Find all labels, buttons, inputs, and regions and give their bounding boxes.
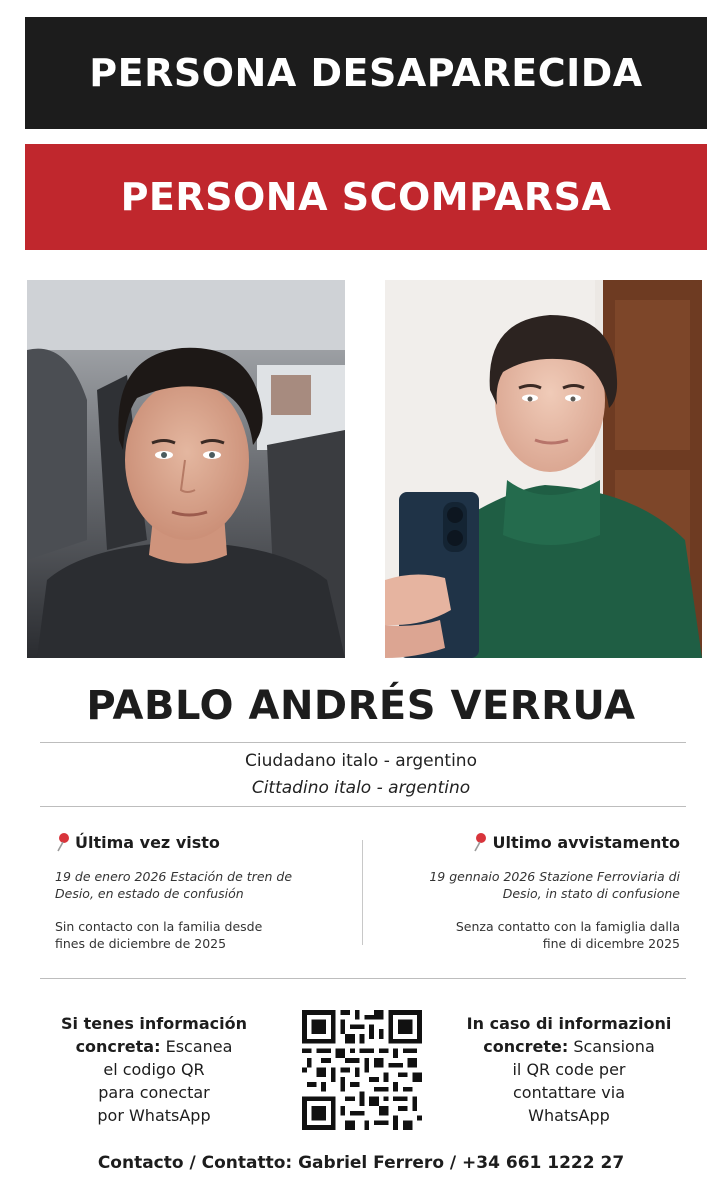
- info-it-line5: WhatsApp: [528, 1106, 610, 1125]
- last-seen-heading-es-text: Última vez visto: [75, 832, 220, 852]
- info-es-line4: para conectar: [98, 1083, 210, 1102]
- divider-middle: [40, 806, 686, 807]
- photo-car-selfie: [27, 280, 345, 658]
- last-seen-detail-it-line2: Desio, in stato di confusione: [502, 886, 680, 901]
- banner-spanish: [25, 17, 707, 129]
- family-contact-es-line1: Sin contacto con la familia desde: [55, 919, 263, 934]
- contact-line: Contacto / Contatto: Gabriel Ferrero / +34 661 1222 27: [97, 1153, 625, 1173]
- banner-italian: [25, 144, 707, 250]
- last-seen-heading-es: [55, 832, 220, 852]
- last-seen-heading-it-text: Ultimo avvistamento: [492, 832, 680, 852]
- info-es-bold-line2: concreta:: [75, 1037, 161, 1056]
- banner-spanish-text: PERSONA DESAPARECIDA: [89, 51, 643, 95]
- last-seen-detail-it: [380, 868, 680, 902]
- family-contact-it-line1: Senza contatto con la famiglia dalla: [455, 919, 680, 934]
- map-pin-icon: [472, 832, 488, 852]
- info-instructions-it: [464, 1012, 674, 1127]
- family-contact-it-line2: fine di dicembre 2025: [542, 936, 680, 951]
- info-es-bold-line1: Si tenes información: [61, 1014, 247, 1033]
- info-it-line3: il QR code per: [512, 1060, 626, 1079]
- map-pin-icon: [55, 832, 71, 852]
- photo-mirror-selfie-image: [385, 280, 702, 658]
- divider-top: [40, 742, 686, 743]
- last-seen-detail-es: [55, 868, 345, 902]
- banner-italian-text: PERSONA SCOMPARSA: [120, 175, 612, 219]
- info-it-bold-line2: concrete:: [483, 1037, 569, 1056]
- column-divider: [362, 840, 363, 945]
- photo-mirror-selfie: [385, 280, 702, 658]
- info-it-rest-line2: Scansiona: [568, 1037, 655, 1056]
- citizenship-spanish: Ciudadano italo - argentino: [245, 751, 477, 771]
- photo-car-selfie-image: [27, 280, 345, 658]
- qr-code[interactable]: [302, 1010, 422, 1130]
- last-seen-detail-es-line2: Desio, en estado de confusión: [55, 886, 244, 901]
- family-contact-it: [380, 918, 680, 952]
- last-seen-heading-it: [472, 832, 680, 852]
- divider-bottom: [40, 978, 686, 979]
- family-contact-es-line2: fines de diciembre de 2025: [55, 936, 227, 951]
- last-seen-detail-it-line1: 19 gennaio 2026 Stazione Ferroviaria di: [429, 869, 680, 884]
- person-name: PABLO ANDRÉS VERRUA: [86, 683, 636, 729]
- info-es-line5: por WhatsApp: [97, 1106, 211, 1125]
- family-contact-es: [55, 918, 345, 952]
- info-es-rest-line2: Escanea: [160, 1037, 233, 1056]
- citizenship-italian: Cittadino italo - argentino: [251, 778, 471, 798]
- last-seen-detail-es-line1: 19 de enero 2026 Estación de tren de: [55, 869, 293, 884]
- info-es-line3: el codigo QR: [103, 1060, 205, 1079]
- info-it-line4: contattare via: [512, 1083, 626, 1102]
- info-instructions-es: [44, 1012, 264, 1127]
- info-it-bold-line1: In caso di informazioni: [466, 1014, 672, 1033]
